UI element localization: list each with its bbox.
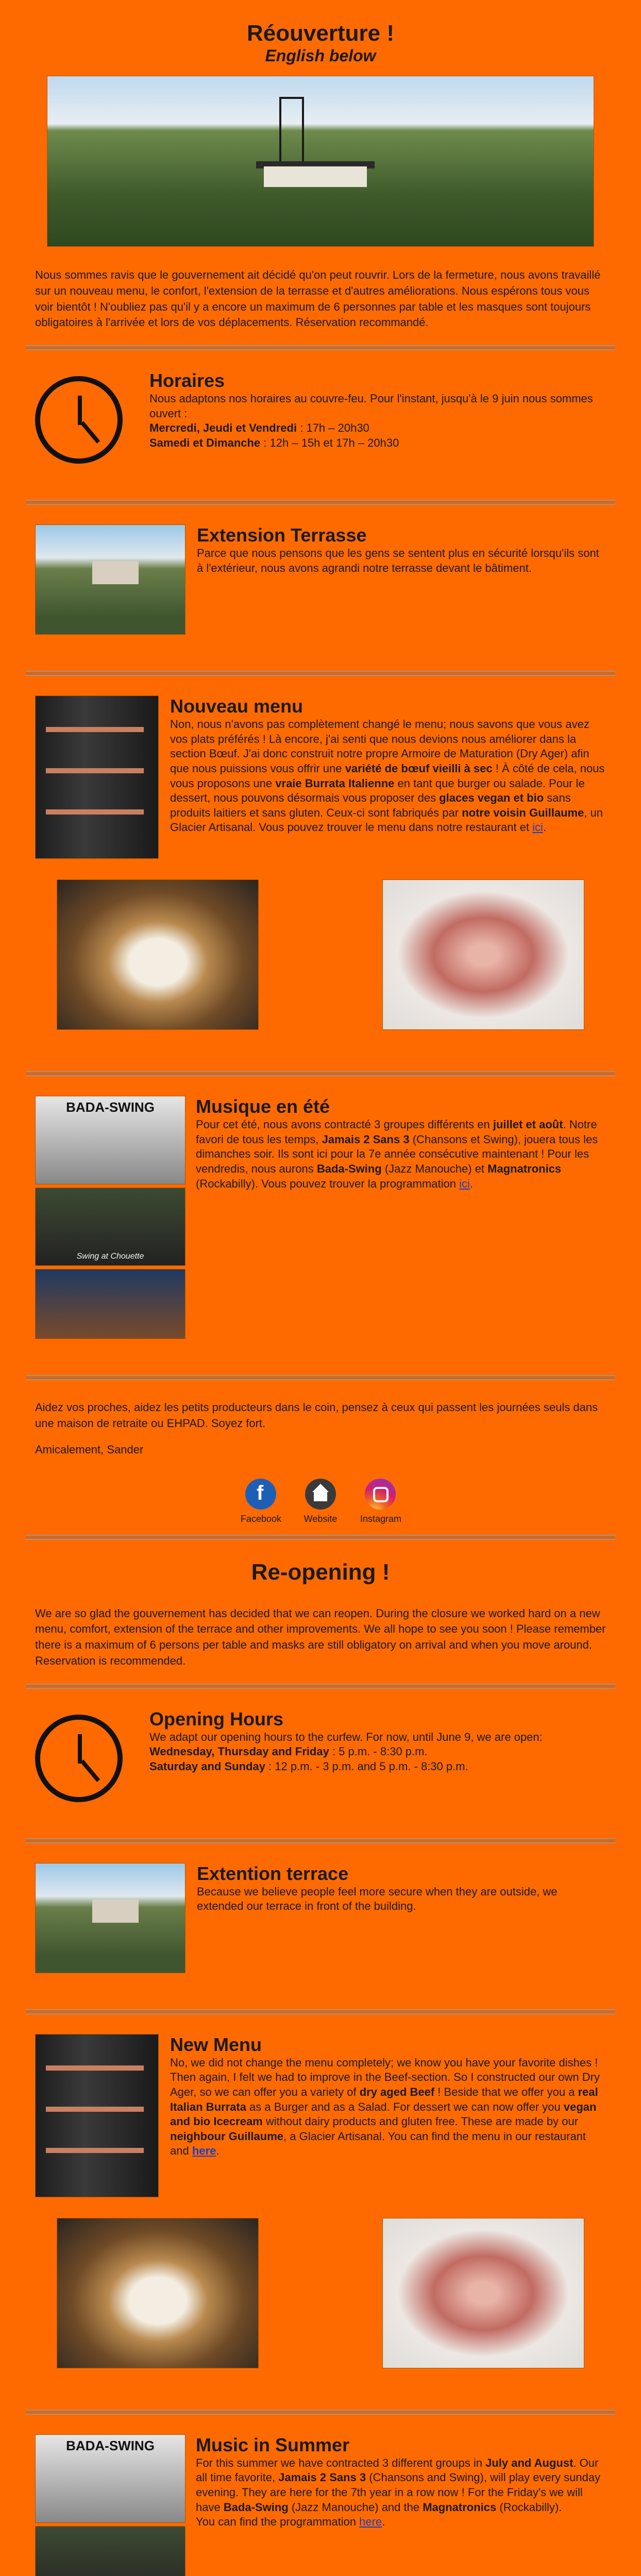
burrata-burger-image — [57, 2218, 259, 2368]
hours-times-1: : 17h – 20h30 — [297, 421, 369, 435]
music-text: Pour cet été, nous avons contracté 3 groupes différents en juillet et août. Notre favori de tous les temps, Jamais 2 Sans 3 (Chansons et Swing), jouera tous les dimanches soir. Ils sont ici pour la 7e année consécutive maintenant ! Pour les vendredis, nous aurons Bada-Swing (Jazz Manouche) et Magnatronics (Rockabilly). Vous pouvez trouver la programmation ici. — [196, 1118, 598, 1190]
clock-icon — [35, 376, 123, 464]
divider — [26, 1535, 615, 1540]
facebook-link[interactable]: f Facebook — [241, 1479, 281, 1524]
terrace-text: Parce que nous pensons que les gens se sentent plus en sécurité lorsqu'ils sont à l'extérieur, nous avons agrandi notre terrasse devant le bâtiment. — [197, 547, 599, 574]
hours-days-2: Samedi et Dimanche — [149, 436, 261, 449]
english-menu-text: No, we did not change the menu completely; we know you have your favorite dishes ! Then again, I felt we had to improve in the Beef-section. So I constructed our own Dry Ager, so we can offer you a variety of dry aged Beef ! Beside that we offer you a real Italian Burrata as a Burger and as a Salad. For dessert we can now offer you vegan and bio Icecream without dairy products and gluten free. These are made by our neighbour Guillaume, a Glacier Artisanal. You can find the menu in our restaurant and here. — [170, 2056, 600, 2158]
hours-times-2: : 12h – 15h et 17h – 20h30 — [260, 436, 399, 449]
page-title: Réouverture ! — [246, 21, 395, 46]
divider — [26, 2410, 615, 2415]
intro-text: Nous sommes ravis que le gouvernement ait décidé qu'on peut rouvrir. Lors de la fermeture, nous avons travaillé sur un nouveau menu, le confort, l'extension de la terrasse et d'autres améliorations. Nous espérons tous vous voir bientôt ! N'oubliez pas qu'il y a encore un maximum de 6 personnes par table et les masques sont toujours obligatoires à l'arrivée et lors de vos déplacements. Réservation recommandé. — [35, 268, 601, 329]
food-photos — [35, 879, 606, 1030]
english-terrace-section — [35, 1863, 606, 1973]
burrata-burger-image — [57, 879, 259, 1030]
terrace-image — [35, 524, 185, 635]
band-live-image — [35, 1269, 185, 1339]
divider — [26, 1838, 615, 1843]
hero-image — [47, 76, 594, 247]
dry-aged-beef-image — [382, 2218, 584, 2368]
newsletter — [26, 0, 615, 2576]
music-section — [35, 1096, 606, 1339]
english-hours-days-2: Saturday and Sunday — [149, 1759, 265, 1773]
clock-icon — [35, 1715, 123, 1802]
dry-ager-image — [35, 2034, 159, 2197]
hours-days-1: Mercredi, Jeudi et Vendredi — [149, 421, 297, 435]
divider — [26, 1375, 615, 1380]
menu-link[interactable]: ici — [532, 821, 543, 834]
instagram-icon — [365, 1479, 396, 1510]
english-intro-text: We are so glad the gouvernement has decided that we can reopen. During the closure we worked hard on a new menu, comfort, extension of the terrace and other improvements. We all hope to see you soon ! Please remember there is a maximum of 6 persons per table and masks are still obligatory on arrival and when you move around. Reservation is recommended. — [35, 1606, 606, 1667]
menu-section — [35, 696, 606, 859]
programme-link[interactable]: ici — [459, 1177, 470, 1190]
closing-text: Aidez vos proches, aidez les petits producteurs dans le coin, pensez à ceux qui passent les journées seuls dans une maison de retraite ou EHPAD. Soyez fort. — [35, 1401, 598, 1430]
music-heading: Musique en été — [196, 1096, 330, 1117]
band-photo-image: Swing at Chouette — [35, 1188, 185, 1266]
signoff-text: Amicalement, Sander — [35, 1443, 144, 1456]
hours-text: Nous adaptons nos horaires au couvre-feu. Pour l'instant, jusqu'à le 9 juin nous sommes ouvert : — [149, 392, 593, 420]
english-title: Re-opening ! — [251, 1559, 390, 1585]
english-menu-heading: New Menu — [170, 2033, 262, 2055]
dry-ager-image — [35, 696, 159, 859]
divider — [26, 2009, 615, 2014]
terrace-image — [35, 1863, 185, 1973]
facebook-icon — [245, 1479, 276, 1510]
english-food-photos — [35, 2218, 606, 2368]
terrace-section — [35, 524, 606, 635]
website-link[interactable]: Website — [300, 1479, 341, 1524]
social-links — [26, 1479, 615, 1524]
hours-section — [35, 370, 606, 464]
terrace-heading: Extension Terrasse — [197, 524, 367, 546]
english-menu-section — [35, 2034, 606, 2197]
english-music-section — [35, 2434, 606, 2576]
english-menu-link[interactable]: here — [192, 2144, 216, 2158]
divider — [26, 500, 615, 505]
home-icon — [305, 1479, 336, 1510]
page-subtitle: English below — [265, 46, 376, 65]
english-hours-days-1: Wednesday, Thursday and Friday — [149, 1745, 329, 1758]
band-poster-image: BADA-SWING — [35, 2434, 185, 2523]
divider — [26, 345, 615, 350]
band-poster-image: BADA-SWING — [35, 1096, 185, 1184]
divider — [26, 671, 615, 676]
english-music-heading: Music in Summer — [196, 2434, 350, 2455]
divider — [26, 1684, 615, 1689]
english-terrace-text: Because we believe people feel more secure when they are outside, we extended our terrace in front of the building. — [197, 1885, 558, 1913]
english-music-text: For this summer we have contracted 3 different groups in July and August. Our all time favorite, Jamais 2 Sans 3 (Chansons and Swing), will play every sunday evening. They are here for the 7th year in a row now ! For the Friday's we will have Bada-Swing (Jazz Manouche) and the Magnatronics (Rockabilly). You can find the programmation here. — [196, 2456, 601, 2529]
menu-heading: Nouveau menu — [170, 696, 303, 717]
dry-aged-beef-image — [382, 879, 584, 1030]
english-hours-heading: Opening Hours — [149, 1708, 283, 1730]
band-photo-image — [35, 2526, 185, 2576]
menu-text: Non, nous n'avons pas complètement changé le menu; nous savons que vous avez vos plats préférés ! Là encore, j'ai senti que nous devions nous améliorer dans la section Bœuf. J'ai donc construit notre propre Armoire de Maturation (Dry Ager) afin que nous puissions vous offrir une variété de bœuf vieilli à sec ! À côté de cela, nous vous proposons une vraie Burrata Italienne en tant que burger ou salade. Pour le dessert, nous pouvons désormais vous proposer des glaces vegan et bio sans produits laitiers et sans gluten. Ceux-ci sont fabriqués par notre voisin Guillaume, un Glacier Artisanal. Vous pouvez trouver le menu dans notre restaurant et ici. — [170, 718, 605, 834]
divider — [26, 1071, 615, 1076]
english-terrace-heading: Extention terrace — [197, 1862, 349, 1884]
english-hours-text: We adapt our opening hours to the curfew. For now, until June 9, we are open: — [149, 1730, 543, 1743]
hours-heading: Horaires — [149, 370, 225, 392]
english-programme-link[interactable]: here — [359, 2515, 382, 2529]
english-hours-section: Opening Hours We adapt our opening hours to the curfew. For now, until June 9, we are open: Wednesday, Thursday and Friday : 5 p.m. - 8:30 p.m. Saturday and Sunday : 12 p.m. - 3 p.m. and 5 p.m. - 8:30 p.m. — [35, 1708, 606, 1802]
instagram-link[interactable]: Instagram — [360, 1479, 400, 1524]
